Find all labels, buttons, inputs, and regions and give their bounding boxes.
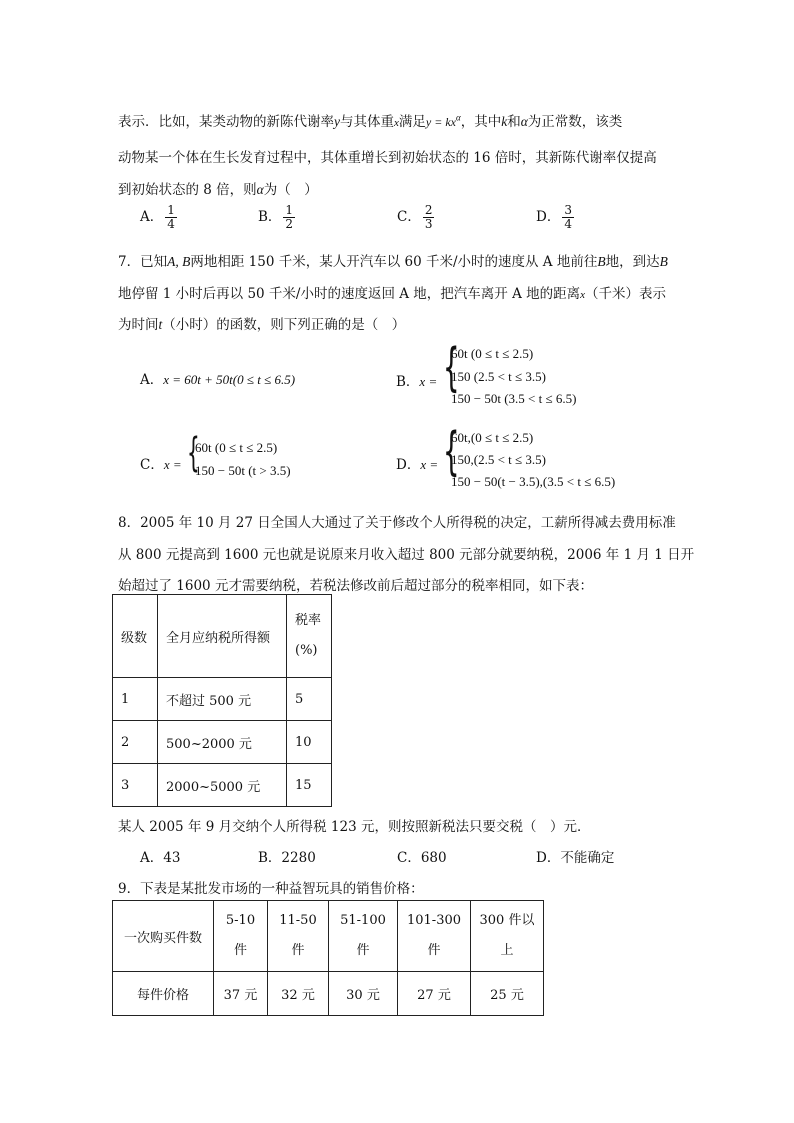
var-alpha: α: [520, 114, 528, 129]
table-cell: 25 元: [471, 972, 544, 1016]
cell-line: 件: [427, 943, 441, 958]
formula: y = kx: [425, 115, 456, 129]
table-row-label: 每件价格: [113, 972, 214, 1016]
cell-line: 5-10: [225, 913, 256, 928]
option-label: B．: [258, 209, 282, 225]
piecewise-row: 150 − 50t (3.5 < t ≤ 6.5): [451, 391, 577, 406]
option-expression: x = 60t + 50t(0 ≤ t ≤ 6.5): [163, 372, 296, 387]
q6-line3: [118, 178, 318, 198]
q8-option-c[interactable]: [397, 846, 447, 866]
option-label: C．: [397, 209, 421, 225]
q8-option-d[interactable]: [536, 846, 614, 866]
table-cell: 15: [287, 764, 332, 807]
rate-label: 税率: [295, 613, 322, 628]
table-cell: 5: [287, 678, 332, 721]
var-y: y: [334, 114, 340, 129]
q7-line3: [118, 313, 405, 333]
table-cell: [329, 901, 398, 972]
denominator: 2: [285, 217, 294, 231]
left-brace-icon: {: [187, 430, 200, 476]
piecewise-row: 60t (0 ≤ t ≤ 2.5): [195, 440, 278, 455]
cell-line: 件: [233, 943, 247, 958]
piecewise-row: 150 − 50t (t > 3.5): [195, 463, 291, 478]
q7-line2: [118, 282, 666, 302]
table-cell: 不超过 500 元: [158, 678, 287, 721]
q8-line2: 从 800 元提高到 1600 元也就是说原来月收入超过 800 元部分就要纳税，2006 年 1 月 1 日开: [118, 547, 695, 563]
denominator: 3: [424, 217, 433, 231]
option-text: 43: [163, 850, 181, 866]
table-cell: [214, 901, 268, 972]
option-lhs: x =: [419, 374, 438, 389]
q7-text: 地停留 1 小时后再以 50 千米/小时的速度返回 A 地，把汽车离开 A 地的距离: [118, 286, 581, 302]
option-label: D．: [396, 457, 421, 473]
q6-option-a[interactable]: [140, 204, 179, 231]
table-cell: 30 元: [329, 972, 398, 1016]
formula-exponent: α: [455, 112, 461, 123]
table-header-row: [113, 595, 332, 678]
q6-option-b[interactable]: [258, 204, 297, 231]
table-cell: 2: [113, 721, 158, 764]
var-x: x: [394, 117, 399, 129]
option-label: A．: [140, 372, 164, 388]
q7-text: 为时间: [118, 317, 159, 333]
option-label: B．: [396, 374, 420, 390]
table-row: [113, 764, 332, 807]
numerator: 1: [285, 203, 294, 217]
var-alpha: α: [256, 182, 264, 197]
option-lhs: x =: [420, 457, 439, 472]
table-row: [113, 721, 332, 764]
q6-option-c[interactable]: [397, 204, 436, 231]
var-k: k: [501, 114, 508, 129]
q6-line1: [118, 110, 622, 130]
var-ab: A, B: [167, 254, 191, 269]
table-cell: 500~2000 元: [158, 721, 287, 764]
option-label: C．: [397, 850, 421, 866]
q8-after-text: 某人 2005 年 9 月交纳个人所得税 123 元，则按照新税法只要交税（ ）元．: [118, 819, 591, 835]
table-cell: 1: [113, 678, 158, 721]
price-table: [112, 900, 544, 1016]
numerator: 2: [424, 203, 433, 217]
piecewise-row: 60t (0 ≤ t ≤ 2.5): [451, 346, 534, 361]
q6-option-d[interactable]: [536, 204, 576, 231]
var-t: t: [158, 317, 163, 332]
q6-text: ，其中: [460, 114, 502, 130]
cell-line: 51-100: [340, 913, 386, 928]
cell-line: 11-50: [279, 913, 317, 928]
option-label: C．: [140, 457, 164, 473]
option-label: D．: [536, 209, 561, 225]
fraction: [562, 204, 574, 231]
numerator: 3: [564, 203, 572, 217]
option-label: B．: [258, 850, 282, 866]
option-label: A．: [140, 850, 164, 866]
q6-text: 满足: [398, 114, 426, 130]
option-text: 不能确定: [560, 850, 615, 866]
q7-option-d-label[interactable]: [396, 453, 438, 473]
q8-line3: 始超过了 1600 元才需要纳税，若税法修改前后超过部分的税率相同，如下表：: [118, 578, 593, 594]
q7-option-b-label[interactable]: [396, 370, 437, 390]
left-brace-icon: {: [443, 338, 460, 398]
q9-line1: 9．下表是某批发市场的一种益智玩具的销售价格：: [118, 881, 424, 897]
q7-text: （千米）表示: [585, 286, 667, 302]
q8-option-b[interactable]: [258, 846, 316, 866]
fraction: [283, 204, 295, 231]
tax-rate-table: [112, 594, 332, 807]
q6-text: 和: [507, 114, 521, 130]
cell-line: 101-300: [406, 913, 462, 928]
piecewise-row: 150 (2.5 < t ≤ 3.5): [451, 369, 546, 384]
table-cell: 32 元: [268, 972, 329, 1016]
q6-text: 为正常数，该类: [527, 114, 623, 130]
cell-line: 件: [356, 943, 370, 958]
table-cell: 3: [113, 764, 158, 807]
q8-option-a[interactable]: [140, 846, 180, 866]
q7-text: 7．已知: [118, 254, 168, 270]
left-brace-icon: {: [443, 422, 460, 482]
denominator: 4: [167, 217, 175, 231]
var-b: B: [597, 254, 606, 269]
q7-line1: [118, 250, 668, 270]
piecewise-row: 150 − 50(t − 3.5),(3.5 < t ≤ 6.5): [451, 474, 616, 489]
table-cell: 10: [287, 721, 332, 764]
table-header-cell: [287, 595, 332, 678]
table-row: [113, 678, 332, 721]
option-lhs: x =: [163, 457, 182, 472]
q6-text: 为（ ）: [263, 182, 318, 198]
q6-text: 表示．比如，某类动物的新陈代谢率: [118, 114, 334, 130]
table-cell: 2000~5000 元: [158, 764, 287, 807]
fraction: [165, 204, 177, 231]
piecewise-row: 60t,(0 ≤ t ≤ 2.5): [451, 430, 534, 445]
table-cell: [268, 901, 329, 972]
var-b: B: [659, 254, 668, 269]
rate-unit: (%): [295, 643, 318, 658]
table-cell: 37 元: [214, 972, 268, 1016]
table-cell: [471, 901, 544, 972]
piecewise-row: 150,(2.5 < t ≤ 3.5): [451, 452, 546, 467]
q7-text: （小时）的函数，则下列正确的是（ ）: [162, 317, 406, 333]
cell-line: 300 件以: [479, 913, 535, 928]
q7-option-a[interactable]: [140, 368, 295, 388]
q6-text: 到初始状态的 8 倍，则: [118, 182, 257, 198]
q8-line1: 8．2005 年 10 月 27 日全国人大通过了关于修改个人所得税的决定，工薪所得减去费用标准: [118, 515, 676, 531]
var-x: x: [580, 289, 586, 301]
denominator: 4: [564, 217, 572, 231]
fraction: [423, 204, 435, 231]
table-header-cell: 全月应纳税所得额: [158, 595, 287, 678]
option-label: D．: [536, 850, 561, 866]
table-cell: [398, 901, 471, 972]
numerator: 1: [167, 203, 175, 217]
table-row-label: 一次购买件数: [113, 901, 214, 972]
table-cell: 27 元: [398, 972, 471, 1016]
option-text: 2280: [281, 850, 316, 866]
q6-line2: 动物某一个体在生长发育过程中，其体重增长到初始状态的 16 倍时，其新陈代谢率仅提高: [118, 150, 657, 166]
cell-line: 上: [500, 943, 514, 958]
cell-line: 件: [291, 943, 305, 958]
option-text: 680: [420, 850, 447, 866]
q7-option-c-label[interactable]: [140, 453, 182, 473]
q7-text: 两地相距 150 千米，某人开汽车以 60 千米/小时的速度从 A 地前往: [190, 254, 598, 270]
table-row: [113, 901, 544, 972]
q7-text: 地，到达: [605, 254, 660, 270]
q6-text: 与其体重: [340, 114, 394, 130]
option-label: A．: [140, 209, 164, 225]
table-header-cell: 级数: [113, 595, 158, 678]
table-row: [113, 972, 544, 1016]
